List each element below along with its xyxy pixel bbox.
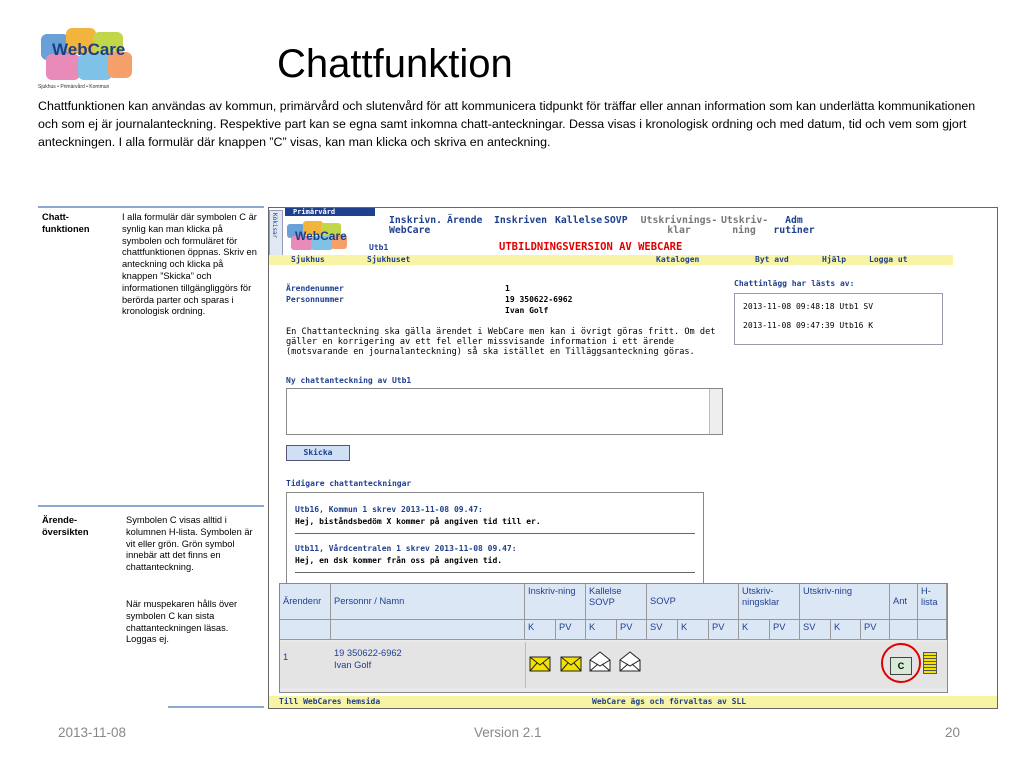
row-text: Symbolen C visas alltid i kolumnen H-lista. Symbolen är vit eller grön. Grön symbol innebär att det finns en chattanteckning. xyxy=(126,515,253,573)
footer-date: 2013-11-08 xyxy=(58,725,127,740)
app-footer xyxy=(269,696,997,708)
sub-header: PV xyxy=(617,620,647,640)
arende-value: 1 xyxy=(505,284,510,293)
nav-sovp[interactable]: SOVP xyxy=(604,215,628,226)
nav-adm-rutiner[interactable]: Adm rutiner xyxy=(773,215,815,236)
send-button[interactable]: Skicka xyxy=(286,445,350,461)
sub-header: K xyxy=(831,620,861,640)
nav-utskrivningsklar[interactable]: Utskrivnings-klar xyxy=(640,215,718,236)
logo-text: WebCare xyxy=(52,40,126,59)
footer-version: Version 2.1 xyxy=(474,725,542,740)
note-textarea[interactable] xyxy=(286,388,723,435)
read-by-box xyxy=(734,293,943,345)
sub-header: PV xyxy=(770,620,800,640)
app-logo-text: WebCare xyxy=(295,229,347,243)
logo-tagline: Sjukhus • Primärvård • Kommun xyxy=(38,84,110,90)
nav-inskriven[interactable]: Inskriven xyxy=(494,215,548,226)
history-divider xyxy=(295,533,695,534)
row-arendenr[interactable]: 1 xyxy=(283,652,289,662)
info-text: En Chattanteckning ska gälla ärendet i WebCare men kan i övrigt göras fritt. Om det gäller en korrigering av ett fel eller missvisande information i ett ärende (motsvarande en journalanteckning) så ska istället en Tilläggsanteckning göras. xyxy=(286,327,716,357)
subnav-logga-ut[interactable]: Logga ut xyxy=(869,255,908,264)
read-by-title: Chattinlägg har lästs av: xyxy=(734,279,855,288)
sub-header: K xyxy=(739,620,770,640)
footer-home-link[interactable]: Till WebCares hemsida xyxy=(279,697,381,706)
side-tab-label: Kökisar xyxy=(271,213,278,239)
env-label: Primärvård xyxy=(285,208,375,216)
nav-arende[interactable]: Ärende xyxy=(447,215,483,226)
col-header-sovp: SOVP xyxy=(647,584,739,620)
row-text-2: När muspekaren hålls över symbolen C kan sista chattanteckningen läsas. Loggas ej. xyxy=(126,599,238,645)
subnav-bar xyxy=(269,255,953,265)
personnummer-label: Personnummer xyxy=(286,295,344,304)
new-note-label: Ny chattanteckning av Utb1 xyxy=(286,376,412,385)
table-top-rule xyxy=(38,206,264,208)
notes-icon[interactable] xyxy=(923,652,937,674)
side-tab[interactable] xyxy=(269,210,283,256)
history-divider xyxy=(295,572,695,573)
sub-header: K xyxy=(586,620,617,640)
subnav-sjukhuset: Sjukhuset xyxy=(367,255,411,264)
envelope-yellow-icon[interactable] xyxy=(560,656,582,672)
row-personnr[interactable]: 19 350622-6962 xyxy=(334,648,402,658)
history-head: Utb16, Kommun 1 skrev 2013-11-08 09.47: xyxy=(295,505,483,514)
banner-text: UTBILDNINGSVERSION AV WEBCARE xyxy=(499,241,683,253)
intro-paragraph: Chattfunktionen kan användas av kommun, primärvård och slutenvård för att kommunicera tidpunkt för träffar eller annan information som kan underlätta kommunikationen och som ej är journalanteckning. Respektive part kan se egna samt inkomna chatt-anteckningar. Dessa visas i kronologisk ordning och med datum, tid och vem som gjort anteckningen. I alla formulär där knappen ”C” visas, kan man klicka och skriva en anteckning. xyxy=(38,99,976,149)
nav-utskrivning[interactable]: Utskriv-ning xyxy=(721,215,769,236)
table-row-arende xyxy=(38,515,262,705)
row-text: I alla formulär där symbolen C är synlig kan man klicka på symbolen och formuläret för chattfunktionen öppnas. Skriv en anteckning och klicka på knappen ”Skicka” och informationen tillgängliggörs för berörda parter och sparas i kronologisk ordning. xyxy=(122,212,257,317)
nav-inskrivn-webcare[interactable]: Inskrivn. WebCare xyxy=(389,215,443,236)
subnav-katalogen[interactable]: Katalogen xyxy=(656,255,700,264)
col-header-utskrivning: Utskriv-ning xyxy=(800,584,890,620)
row-name[interactable]: Ivan Golf xyxy=(334,660,372,670)
col-header-arendenr: Ärendenr xyxy=(280,584,331,620)
col-header-hlista: H-lista xyxy=(918,584,947,620)
subnav-sjukhus[interactable]: Sjukhus xyxy=(291,255,325,264)
subnav-byt-avd[interactable]: Byt avd xyxy=(755,255,789,264)
history-body: Hej, en dsk kommer från oss på angiven tid. xyxy=(295,556,503,565)
sub-header-blank xyxy=(280,620,331,640)
col-header-personnr: Personnr / Namn xyxy=(331,584,525,620)
personnummer-value: 19 350622-6962 xyxy=(505,295,573,304)
history-body: Hej, biståndsbedöm X kommer på angiven tid till er. xyxy=(295,517,541,526)
row-heading: Ärende-översikten xyxy=(42,515,89,537)
sub-header-blank xyxy=(890,620,918,640)
sub-header: SV xyxy=(647,620,678,640)
col-header-utskrivningsklar: Utskriv-ningsklar xyxy=(739,584,800,620)
table-row-chatt xyxy=(38,212,262,502)
history-head: Utb11, Vårdcentralen 1 skrev 2013-11-08 09.47: xyxy=(295,544,517,553)
col-header-kallelse: Kallelse SOVP xyxy=(586,584,647,620)
envelope-open-icon[interactable] xyxy=(619,650,641,672)
user-label: Utb1 xyxy=(369,243,389,252)
col-divider xyxy=(525,642,526,688)
slide-title: Chattfunktion xyxy=(277,42,513,86)
row-heading: Chatt-funktionen xyxy=(42,212,90,234)
sub-header-blank xyxy=(331,620,525,640)
nav-kallelse[interactable]: Kallelse xyxy=(555,215,603,226)
footer-page-number: 20 xyxy=(945,725,961,740)
sub-header: K xyxy=(525,620,556,640)
subnav-hjalp[interactable]: Hjälp xyxy=(822,255,847,264)
sub-header-blank xyxy=(918,620,947,640)
sub-header: PV xyxy=(709,620,739,640)
history-box xyxy=(286,492,704,594)
footer-owner: WebCare ägs och förvaltas av SLL xyxy=(592,697,747,706)
col-header-inskrivning: Inskriv-ning xyxy=(525,584,586,620)
highlight-circle xyxy=(881,643,921,683)
table-row[interactable] xyxy=(280,642,947,688)
col-header-ant: Ant xyxy=(890,584,918,620)
sub-header: PV xyxy=(556,620,586,640)
app-header xyxy=(269,208,996,258)
patient-name: Ivan Golf xyxy=(505,306,549,315)
chat-c-button[interactable]: C xyxy=(890,657,912,675)
app-logo xyxy=(285,220,361,252)
sub-header: K xyxy=(678,620,709,640)
read-entry: 2013-11-08 09:48:18 Utb1 SV xyxy=(743,302,874,311)
sub-header: SV xyxy=(800,620,831,640)
history-label: Tidigare chattanteckningar xyxy=(286,479,412,488)
textarea-scrollbar[interactable] xyxy=(709,389,722,434)
table-bottom-rule xyxy=(168,706,264,708)
sub-header: PV xyxy=(861,620,890,640)
arende-label: Ärendenummer xyxy=(286,284,344,293)
arende-grid xyxy=(279,583,948,693)
envelope-open-icon[interactable] xyxy=(589,650,611,672)
read-entry: 2013-11-08 09:47:39 Utb16 K xyxy=(743,321,874,330)
envelope-yellow-icon[interactable] xyxy=(529,656,551,672)
webcare-logo xyxy=(36,24,136,94)
table-mid-rule xyxy=(38,505,264,507)
